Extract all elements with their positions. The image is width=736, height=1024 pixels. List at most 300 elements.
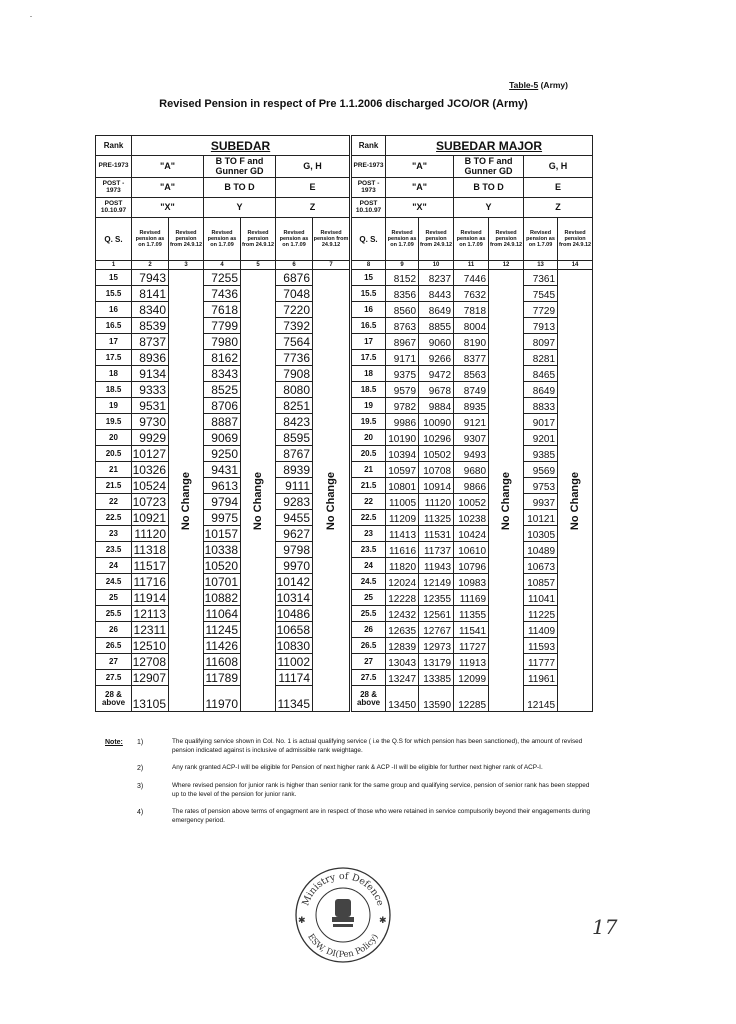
qs-cell: 26 [351,622,386,638]
pension-cell: 11345 [276,686,313,712]
note-text: The rates of pension above terms of engagment are in respect of those who were retained in service compulsorily beyond their engagements during emergency period. [172,808,591,824]
qs-cell: 17 [96,334,132,350]
pension-cell: 12907 [132,670,169,686]
post-1997-label: POST 10.10.97 [96,198,132,218]
pension-cell: 13247 [386,670,419,686]
column-header: Revised pension from 24.9.12 [419,218,454,261]
pension-cell: 10658 [276,622,313,638]
group-cell: Y [454,198,524,218]
pension-cell: 8539 [132,318,169,334]
note-number: 4) [137,809,144,817]
pension-cell: 11355 [454,606,489,622]
pension-cell: 11820 [386,558,419,574]
note-number: 3) [137,782,144,790]
pension-cell: 11413 [386,526,419,542]
column-number: 9 [386,261,419,270]
pension-cell: 9884 [419,398,454,414]
pension-cell: 8935 [454,398,489,414]
pension-cell: 10801 [386,478,419,494]
qs-cell: 22.5 [351,510,386,526]
pension-cell: 10921 [132,510,169,526]
pension-cell: 9375 [386,366,419,382]
pension-cell: 7618 [204,302,241,318]
rank-subedar-major: SUBEDAR MAJOR [386,136,593,156]
pension-cell: 11541 [454,622,489,638]
pension-cell: 11914 [132,590,169,606]
pension-cell: 10314 [276,590,313,606]
pension-cell: 8706 [204,398,241,414]
pension-cell: 9493 [454,446,489,462]
pension-cell: 8152 [386,270,419,286]
note-text: Where revised pension for junior rank is higher than senior rank for the same group and qualifying service, pension of senior rank has been stepped up to the level of the pension for junior rank. [172,781,590,798]
pension-cell: 10914 [419,478,454,494]
no-change-cell [169,270,204,712]
qs-cell: 18.5 [351,382,386,398]
pension-cell: 9798 [276,542,313,558]
svg-text:✱: ✱ [298,915,306,925]
qs-cell: 22 [351,494,386,510]
pension-cell: 8560 [386,302,419,318]
pension-cell: 7361 [524,270,558,286]
column-header: Revised pension as on 1.7.09 [454,218,489,261]
column-number: 3 [169,261,204,270]
pension-cell: 12228 [386,590,419,606]
note-item [105,764,595,773]
no-change-label: No Change [500,472,513,531]
qs-cell: 28 & above [96,686,132,712]
pension-cell: 8340 [132,302,169,318]
group-cell: Y [204,198,276,218]
pension-cell: 13385 [419,670,454,686]
pension-cell: 9017 [524,414,558,430]
column-number: 8 [351,261,386,270]
column-number: 13 [524,261,558,270]
group-cell: Z [524,198,593,218]
column-number: 1 [96,261,132,270]
column-header: Revised pension from 24.9.12 [169,218,204,261]
pension-cell: 11777 [524,654,558,670]
note-item [105,738,595,755]
qs-cell: 17.5 [96,350,132,366]
page-number: 17 [592,915,618,939]
pension-cell: 10723 [132,494,169,510]
qs-cell: 16.5 [351,318,386,334]
pension-cell: 9472 [419,366,454,382]
pension-cell: 10486 [276,606,313,622]
column-header: Revised pension as on 1.7.09 [524,218,558,261]
pension-cell: 7545 [524,286,558,302]
qs-cell: 19 [351,398,386,414]
pension-cell: 8767 [276,446,313,462]
qs-cell: 24 [351,558,386,574]
pension-cell: 12024 [386,574,419,590]
pension-cell: 8281 [524,350,558,366]
qs-cell: 16.5 [96,318,132,334]
group-cell: B TO F and Gunner GD [454,156,524,178]
pension-cell: 8939 [276,462,313,478]
pension-cell: 13450 [386,686,419,712]
pension-cell: 12145 [524,686,558,712]
pension-cell: 7818 [454,302,489,318]
column-number: 14 [558,261,593,270]
pension-cell: 9201 [524,430,558,446]
pension-cell: 11716 [132,574,169,590]
pension-cell: 11593 [524,638,558,654]
note-text: The qualifying service shown in Col. No. 1 is actual qualifying service ( i.e the Q.S for which pension has been sanctioned), the amount of revised pension indicated against is inclusive of admissible rank weightage. [172,738,583,754]
group-cell: Z [276,198,351,218]
post-1973-label: POST - 1973 [351,178,386,198]
note-item [105,782,595,799]
group-cell: "A" [386,156,454,178]
pension-cell: 10708 [419,462,454,478]
pension-cell: 11961 [524,670,558,686]
qs-cell: 20 [351,430,386,446]
pension-cell: 10673 [524,558,558,574]
pension-cell: 12113 [132,606,169,622]
qs-cell: 27.5 [96,670,132,686]
table-label [490,80,568,90]
qs-cell: 18 [351,366,386,382]
no-change-cell [558,270,593,712]
pension-cell: 9753 [524,478,558,494]
pension-cell: 9929 [132,430,169,446]
pension-cell: 11943 [419,558,454,574]
qs-cell: 21.5 [351,478,386,494]
qs-cell: 27 [96,654,132,670]
pension-cell: 10305 [524,526,558,542]
group-cell: B TO D [204,178,276,198]
qs-cell: 20 [96,430,132,446]
pension-cell: 9250 [204,446,241,462]
group-cell: B TO F and Gunner GD [204,156,276,178]
group-cell: G, H [524,156,593,178]
pension-cell: 9111 [276,478,313,494]
pension-cell: 10524 [132,478,169,494]
pension-cell: 12708 [132,654,169,670]
pension-cell: 10296 [419,430,454,446]
rank-subedar: SUBEDAR [132,136,351,156]
pension-cell: 11209 [386,510,419,526]
pension-cell: 9730 [132,414,169,430]
pension-cell: 8343 [204,366,241,382]
pension-cell: 12839 [386,638,419,654]
column-number: 10 [419,261,454,270]
pension-cell: 8833 [524,398,558,414]
pension-cell: 9385 [524,446,558,462]
pension-cell: 9266 [419,350,454,366]
qs-cell: 16 [351,302,386,318]
pension-cell: 7220 [276,302,313,318]
pension-cell: 7913 [524,318,558,334]
column-header: Revised pension from 24.9.12 [241,218,276,261]
pension-cell: 8251 [276,398,313,414]
pension-cell: 11789 [204,670,241,686]
pension-cell: 7048 [276,286,313,302]
pension-cell: 10238 [454,510,489,526]
column-number: 12 [489,261,524,270]
qs-cell: 15.5 [351,286,386,302]
no-change-label: No Change [252,472,264,531]
group-cell: "X" [132,198,204,218]
pension-cell: 9782 [386,398,419,414]
pension-cell: 8763 [386,318,419,334]
pension-cell: 7729 [524,302,558,318]
qs-cell: 17 [351,334,386,350]
pension-cell: 8649 [419,302,454,318]
qs-cell: 24.5 [96,574,132,590]
pension-cell: 10326 [132,462,169,478]
qs-cell: 15.5 [96,286,132,302]
pension-cell: 10857 [524,574,558,590]
qs-header: Q. S. [96,218,132,261]
pension-cell: 10127 [132,446,169,462]
pension-cell: 7632 [454,286,489,302]
pension-cell: 11245 [204,622,241,638]
qs-cell: 27 [351,654,386,670]
pension-cell: 7392 [276,318,313,334]
qs-cell: 23 [96,526,132,542]
qs-cell: 26.5 [351,638,386,654]
pension-cell: 11120 [132,526,169,542]
pension-cell: 13043 [386,654,419,670]
qs-cell: 21 [96,462,132,478]
pension-cell: 11616 [386,542,419,558]
no-change-label: No Change [325,472,338,531]
qs-cell: 15 [351,270,386,286]
qs-header: Q. S. [351,218,386,261]
rank-label: Rank [96,136,132,156]
pension-cell: 8936 [132,350,169,366]
pension-cell: 10701 [204,574,241,590]
qs-cell: 21 [351,462,386,478]
qs-cell: 26.5 [96,638,132,654]
qs-cell: 22 [96,494,132,510]
note-label: Note: [105,739,123,746]
pension-cell: 11608 [204,654,241,670]
pension-cell: 8649 [524,382,558,398]
pension-cell: 12561 [419,606,454,622]
column-number: 6 [276,261,313,270]
pre-1973-label: PRE-1973 [351,156,386,178]
no-change-label: No Change [569,472,582,531]
pension-cell: 9121 [454,414,489,430]
group-cell: E [524,178,593,198]
pension-cell: 9579 [386,382,419,398]
pension-cell: 8080 [276,382,313,398]
qs-cell: 24 [96,558,132,574]
pension-cell: 9069 [204,430,241,446]
pension-cell: 13105 [132,686,169,712]
svg-text:✱: ✱ [379,915,387,925]
no-change-cell [313,270,351,712]
qs-cell: 24.5 [351,574,386,590]
pension-cell: 10830 [276,638,313,654]
pension-cell: 8004 [454,318,489,334]
qs-cell: 22.5 [96,510,132,526]
pension-cell: 8563 [454,366,489,382]
group-cell: "A" [132,156,204,178]
column-number: 5 [241,261,276,270]
pension-cell: 10610 [454,542,489,558]
pension-cell: 9333 [132,382,169,398]
pension-cell: 8377 [454,350,489,366]
qs-cell: 20.5 [96,446,132,462]
note-item [105,808,595,825]
column-header: Revised pension as on 1.7.09 [276,218,313,261]
qs-cell: 27.5 [351,670,386,686]
pension-cell: 7908 [276,366,313,382]
no-change-cell [241,270,276,712]
pension-cell: 8237 [419,270,454,286]
qs-cell: 18 [96,366,132,382]
pension-cell: 9627 [276,526,313,542]
pension-cell: 8356 [386,286,419,302]
pension-cell: 12149 [419,574,454,590]
pension-cell: 11225 [524,606,558,622]
qs-cell: 23.5 [96,542,132,558]
pension-cell: 10597 [386,462,419,478]
pension-cell: 9283 [276,494,313,510]
column-header: Revised pension as on 1.7.09 [386,218,419,261]
rank-label: Rank [351,136,386,156]
pension-cell: 12355 [419,590,454,606]
pension-cell: 8525 [204,382,241,398]
pension-cell: 9970 [276,558,313,574]
pension-cell: 7736 [276,350,313,366]
pension-cell: 9455 [276,510,313,526]
pension-cell: 9937 [524,494,558,510]
qs-cell: 18.5 [96,382,132,398]
pension-cell: 10882 [204,590,241,606]
pension-cell: 7436 [204,286,241,302]
pension-cell: 9307 [454,430,489,446]
column-number: 4 [204,261,241,270]
pension-cell: 7943 [132,270,169,286]
pension-cell: 12432 [386,606,419,622]
pension-cell: 11120 [419,494,454,510]
qs-cell: 19.5 [96,414,132,430]
pension-cell: 7564 [276,334,313,350]
qs-cell: 16 [96,302,132,318]
pension-cell: 12311 [132,622,169,638]
pension-cell: 12510 [132,638,169,654]
pension-cell: 8749 [454,382,489,398]
pension-cell: 8967 [386,334,419,350]
pension-cell: 12285 [454,686,489,712]
pension-cell: 10142 [276,574,313,590]
pension-cell: 10983 [454,574,489,590]
pension-cell: 11064 [204,606,241,622]
note-number: 1) [137,739,144,746]
pension-cell: 11169 [454,590,489,606]
qs-cell: 25 [96,590,132,606]
column-header: Revised pension as on 1.7.09 [132,218,169,261]
pension-cell: 9134 [132,366,169,382]
pension-cell: 10394 [386,446,419,462]
note-text: Any rank granted ACP-I will be eligible for Pension of next higher rank & ACP -II will be eligible for further next higher rank of ACP-I. [172,764,543,772]
pension-cell: 11041 [524,590,558,606]
pension-cell: 11005 [386,494,419,510]
group-cell: "X" [386,198,454,218]
pension-cell: 11913 [454,654,489,670]
qs-cell: 15 [96,270,132,286]
column-header: Revised pension from 24.9.12 [313,218,351,261]
pension-cell: 9569 [524,462,558,478]
pension-cell: 9866 [454,478,489,494]
table-row [96,270,593,286]
pension-cell: 12635 [386,622,419,638]
qs-cell: 26 [96,622,132,638]
pension-cell: 9986 [386,414,419,430]
pension-cell: 10121 [524,510,558,526]
pension-cell: 11727 [454,638,489,654]
column-header: Revised pension from 24.9.12 [489,218,524,261]
pension-cell: 12099 [454,670,489,686]
pension-cell: 11517 [132,558,169,574]
pension-cell: 9680 [454,462,489,478]
pension-cell: 12973 [419,638,454,654]
pension-cell: 10424 [454,526,489,542]
column-header: Revised pension as on 1.7.09 [204,218,241,261]
pension-cell: 10796 [454,558,489,574]
group-cell: G, H [276,156,351,178]
no-change-label: No Change [180,472,192,531]
pension-cell: 10052 [454,494,489,510]
column-number: 2 [132,261,169,270]
post-1997-label: POST 10.10.97 [351,198,386,218]
pension-cell: 13590 [419,686,454,712]
note-number: 2) [137,765,144,773]
pension-table [95,135,593,712]
post-1973-label: POST - 1973 [96,178,132,198]
pension-cell: 8737 [132,334,169,350]
pension-cell: 11970 [204,686,241,712]
pension-cell: 7255 [204,270,241,286]
pension-cell: 11409 [524,622,558,638]
table-number: Table-5 [509,80,539,90]
pension-cell: 11426 [204,638,241,654]
no-change-cell [489,270,524,712]
pension-cell: 6876 [276,270,313,286]
qs-cell: 25 [351,590,386,606]
ministry-seal-stamp [293,865,393,965]
svg-text:ESW, DI(Pen Policy): ESW, DI(Pen Policy) [305,932,381,961]
pension-cell: 10090 [419,414,454,430]
pension-cell: 8162 [204,350,241,366]
group-cell: "A" [132,178,204,198]
qs-cell: 28 & above [351,686,386,712]
pension-cell: 11737 [419,542,454,558]
table-service: (Army) [538,80,568,90]
qs-cell: 23 [351,526,386,542]
scan-mark: - [30,14,32,20]
pension-cell: 8887 [204,414,241,430]
qs-cell: 21.5 [96,478,132,494]
pension-cell: 9678 [419,382,454,398]
pension-cell: 7446 [454,270,489,286]
pension-cell: 13179 [419,654,454,670]
pension-cell: 8595 [276,430,313,446]
pension-cell: 9975 [204,510,241,526]
pension-cell: 8855 [419,318,454,334]
pension-cell: 9431 [204,462,241,478]
pension-cell: 7799 [204,318,241,334]
pension-cell: 9531 [132,398,169,414]
pension-cell: 9171 [386,350,419,366]
pension-cell: 10520 [204,558,241,574]
column-number: 11 [454,261,489,270]
pension-cell: 11325 [419,510,454,526]
